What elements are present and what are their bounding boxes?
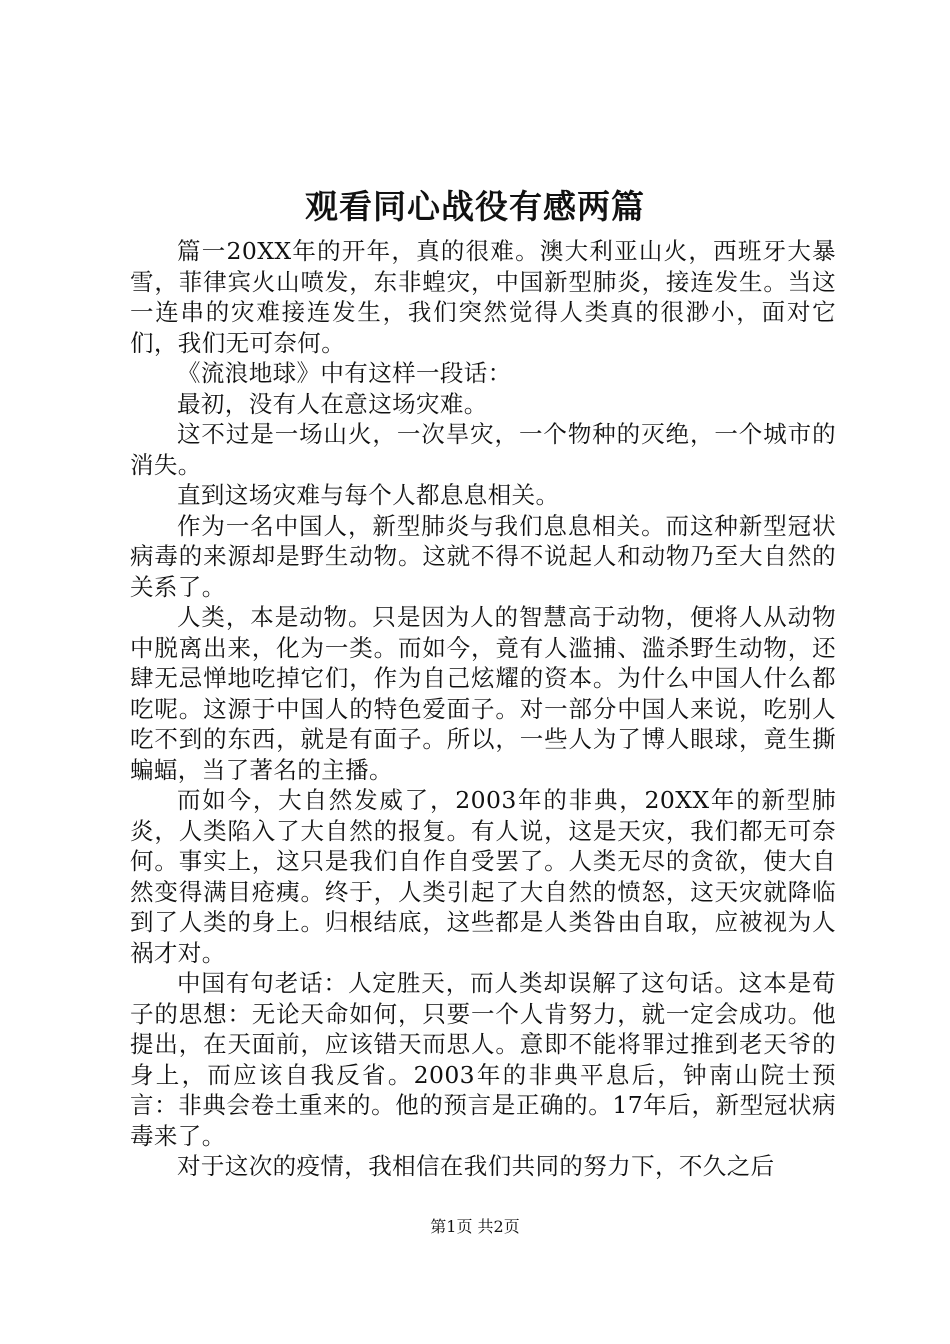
paragraph: 篇一20XX年的开年，真的很难。澳大利亚山火，西班牙大暴雪，菲律宾火山喷发，东非蝗灾，中国新型肺炎，接连发生。当这一连串的灾难接连发生，我们突然觉得人类真的很渺小，面对它们，我们无可奈何。 <box>130 237 836 357</box>
page-number: 第1页 共2页 <box>430 1217 520 1236</box>
page-footer <box>0 1216 950 1238</box>
paragraph: 中国有句老话：人定胜天，而人类却误解了这句话。这本是荀子的思想：无论天命如何，只要一个人肯努力，就一定会成功。他提出，在天面前，应该错天而思人。意即不能将罪过推到老天爷的身上，而应该自我反省。2003年的非典平息后，钟南山院士预言：非典会卷土重来的。他的预言是正确的。17年后，新型冠状病毒来了。 <box>130 969 836 1150</box>
paragraph: 这不过是一场山火，一次旱灾，一个物种的灭绝，一个城市的消失。 <box>130 420 836 479</box>
document-title: 观看同心战役有感两篇 <box>305 187 645 226</box>
paragraph: 直到这场灾难与每个人都息息相关。 <box>177 481 560 509</box>
paragraph: 《流浪地球》中有这样一段话： <box>177 359 512 387</box>
document-body <box>130 236 836 1182</box>
paragraph: 作为一名中国人，新型肺炎与我们息息相关。而这种新型冠状病毒的来源却是野生动物。这就不得不说起人和动物乃至大自然的关系了。 <box>130 511 836 601</box>
paragraph: 人类，本是动物。只是因为人的智慧高于动物，便将人从动物中脱离出来，化为一类。而如今，竟有人滥捕、滥杀野生动物，还肆无忌惮地吃掉它们，作为自己炫耀的资本。为什么中国人什么都吃呢。这源于中国人的特色爱面子。对一部分中国人来说，吃别人吃不到的东西，就是有面子。所以，一些人为了博人眼球，竟生撕蝙蝠，当了著名的主播。 <box>130 603 836 784</box>
paragraph: 对于这次的疫情，我相信在我们共同的努力下，不久之后 <box>177 1152 775 1180</box>
paragraph: 而如今，大自然发威了，2003年的非典，20XX年的新型肺炎，人类陷入了大自然的报复。有人说，这是天灾，我们都无可奈何。事实上，这只是我们自作自受罢了。人类无尽的贪欲，使大自然变得满目疮痍。终于，人类引起了大自然的愤怒，这天灾就降临到了人类的身上。归根结底，这些都是人类咎由自取，应被视为人祸才对。 <box>130 786 836 967</box>
paragraph: 最初，没有人在意这场灾难。 <box>177 389 488 418</box>
